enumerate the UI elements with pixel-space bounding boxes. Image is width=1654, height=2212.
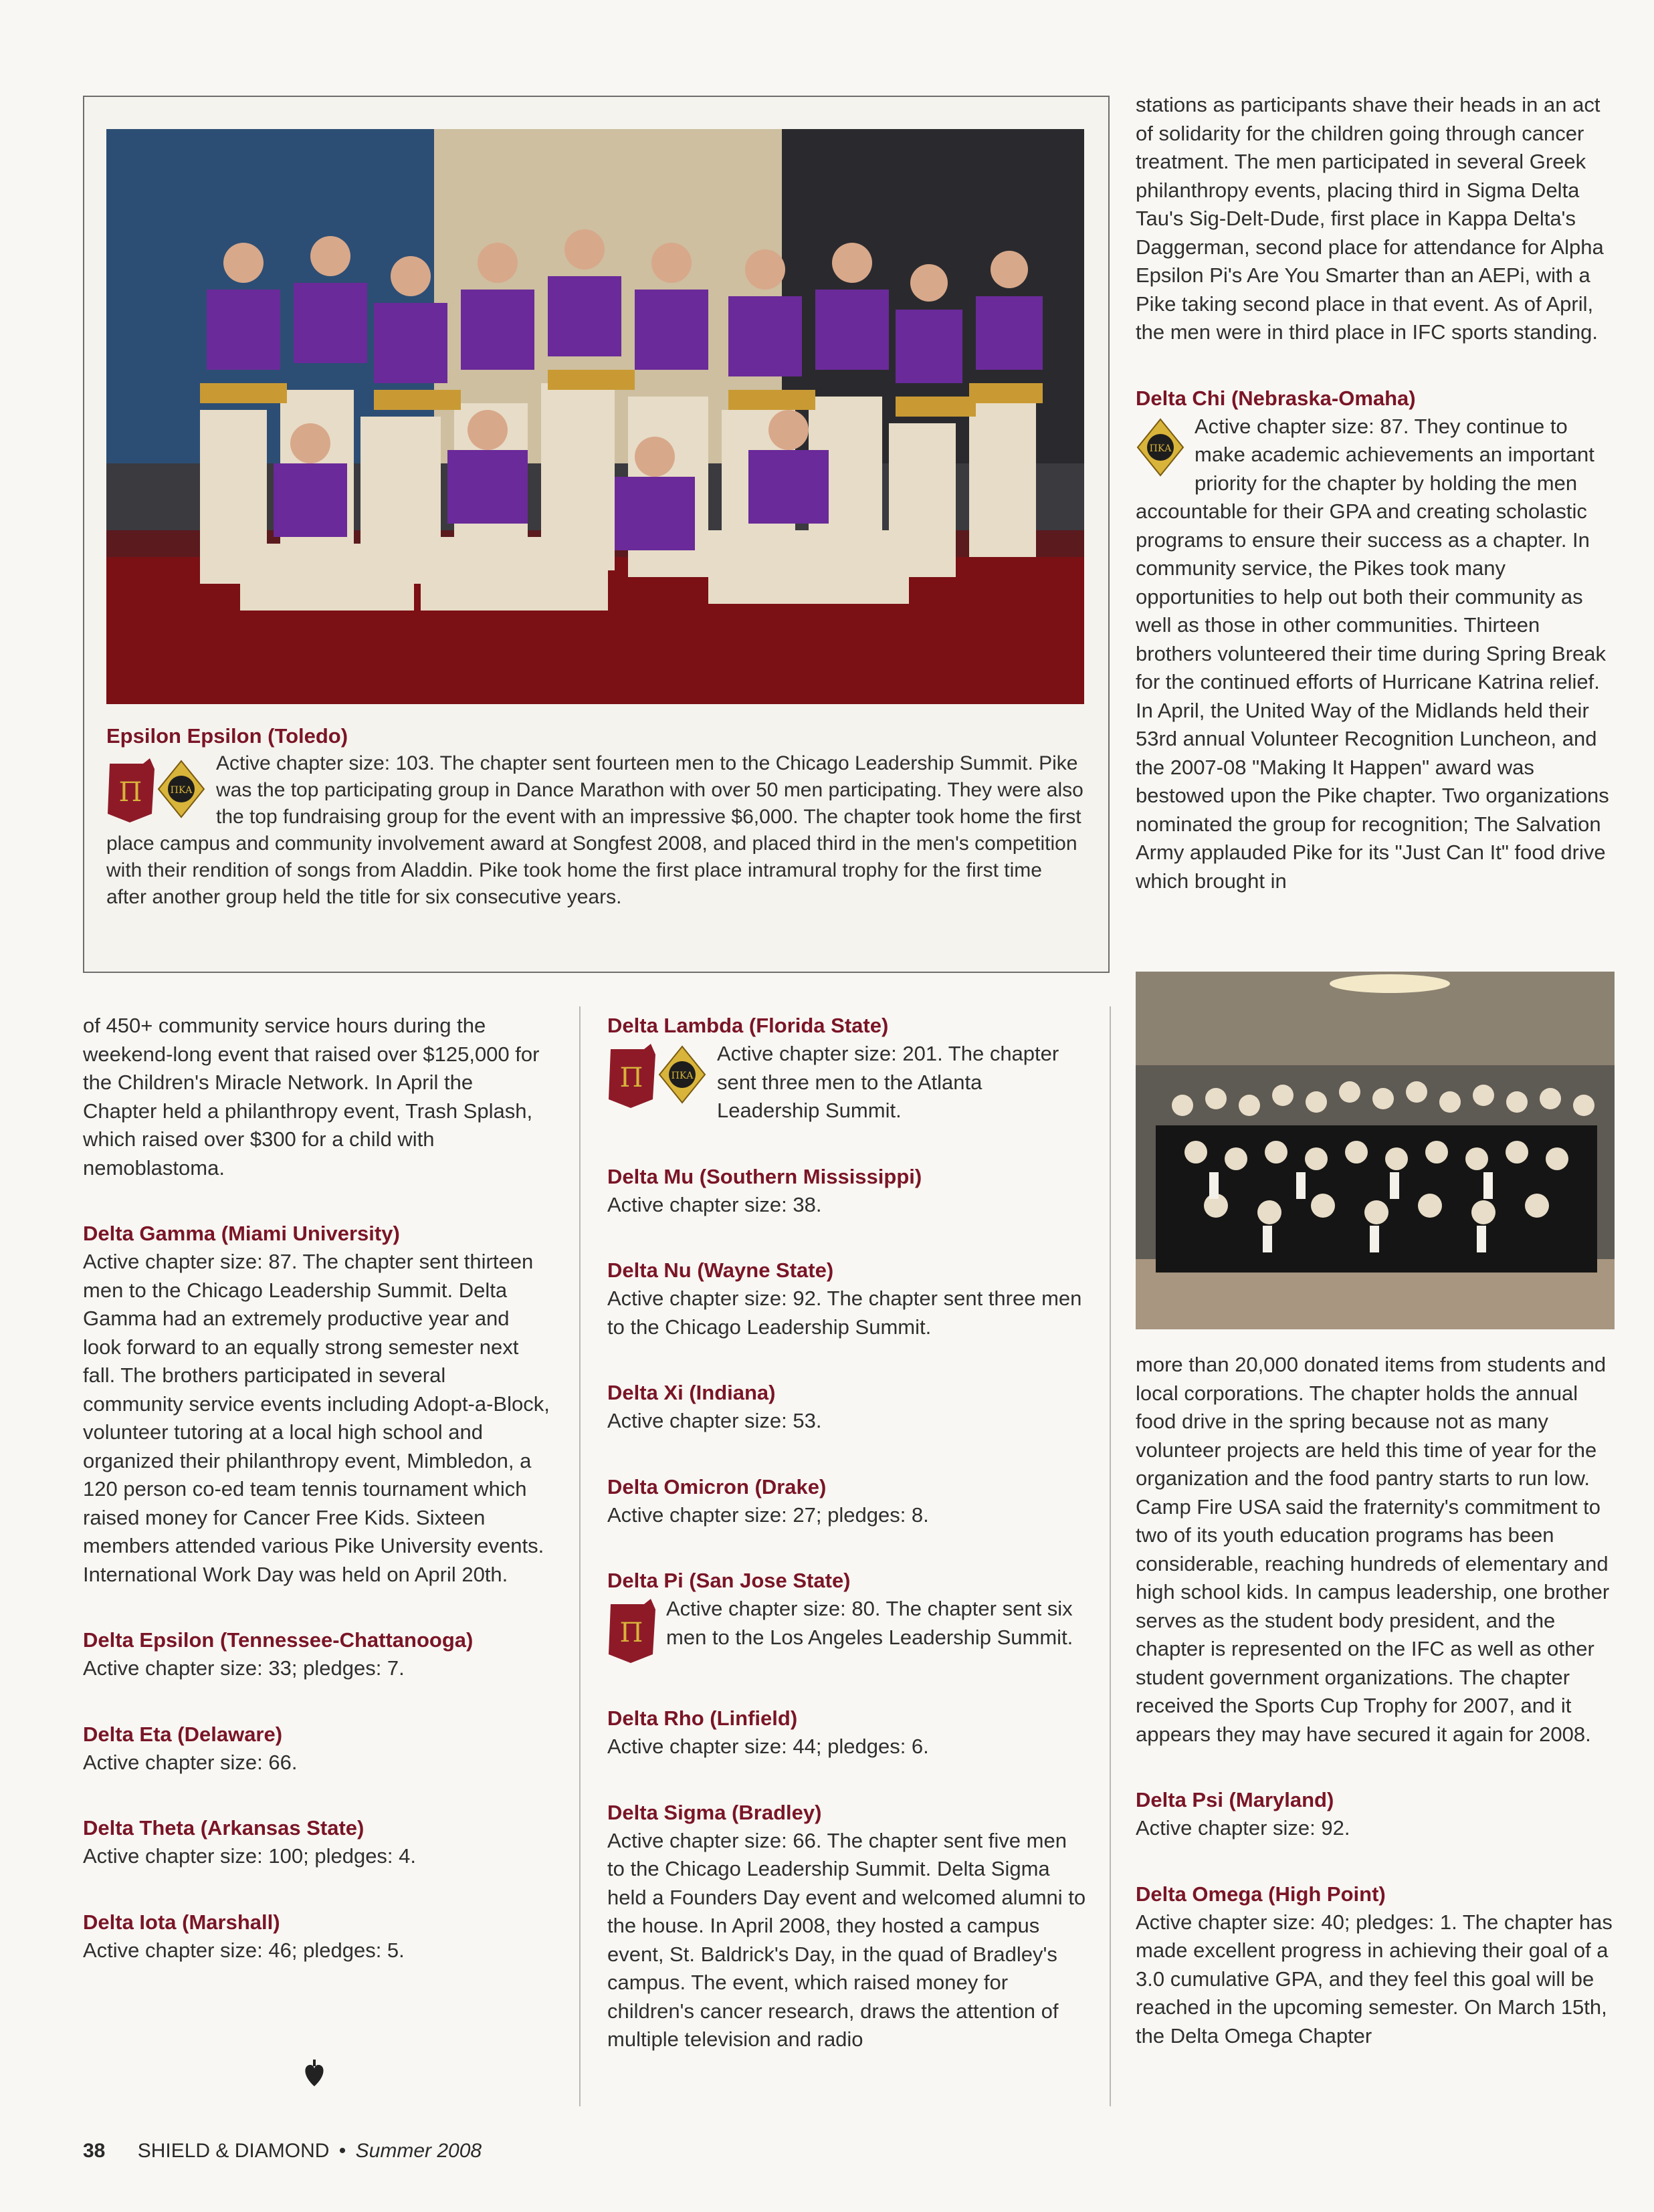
chapter-entry [83,1814,551,1871]
chapter-crest-pair [607,1042,708,1109]
chapter-entry [607,1704,1089,1761]
formal-group-photo [1136,972,1615,1329]
chapter-text: Active chapter size: 100; pledges: 4. [83,1844,417,1868]
chapter-text: more than 20,000 donated items from students and local corporations. The chapter holds the annual food drive in the spring because not as many volunteer projects are held this time of year for the organization and the food pantry starts to run low. Camp Fire USA said the fraternity's commitment to two of its youth education programs has been considerable, reaching hundreds of elementary and high school kids. In campus leadership, one brother serves as the student body president, and the chapter is represented on the IFC as well as other student government organizations. The chapter received the Sports Cup Trophy for 2007, and it appears they may have secured it again for 2008. [1136,1353,1610,1746]
aladdin-group-photo [106,129,1084,704]
chapter-heading: Delta Psi (Maryland) [1136,1788,1334,1811]
chapter-heading: Delta Lambda (Florida State) [607,1014,889,1037]
chapter-heading: Delta Pi (San Jose State) [607,1569,851,1592]
chapter-heading: Delta Eta (Delaware) [83,1722,283,1746]
chapter-heading: Delta Iota (Marshall) [83,1910,280,1934]
chapter-text: Active chapter size: 27; pledges: 8. [607,1503,929,1527]
chapter-entry [1136,1880,1617,2051]
chapter-heading: Delta Sigma (Bradley) [607,1800,822,1824]
chapter-heading: Delta Chi (Nebraska-Omaha) [1136,386,1416,410]
chapter-text: Active chapter size: 92. [1136,1816,1350,1840]
chapter-heading: Delta Gamma (Miami University) [83,1222,400,1245]
column-1 [83,1012,551,1993]
issue-label: Summer 2008 [355,2140,482,2162]
chapter-crest [1136,415,1185,482]
chapter-text: Active chapter size: 87. The chapter sent thirteen men to the Chicago Leadership Summit. Delta Gamma had an extremely productive year and look forward to an equally strong semester next fall. The brothers participated in several community service events including Adopt-a-Block, volunteer tutoring at a local high school and organized their philanthropy event, Mimbledon, a 120 person co-ed team tennis tournament which raised money for Cancer Free Kids. Sixteen members attended various Pike University events. International Work Day was held on April 20th. [83,1250,550,1586]
column-divider [1110,1006,1111,2106]
column-3-bottom [1136,1351,1617,2078]
chapter-entry [1136,1786,1617,1843]
chapter-heading: Delta Mu (Southern Mississippi) [607,1164,922,1188]
footer-separator: • [338,2140,346,2162]
chapter-text: Active chapter size: 87. They continue to make academic achievements an important priority for the chapter by holding the men accountable for their GPA and creating scholastic programs to ensure their success as a chapter. In community service, the Pikes took many opportunities to help out both their community as well as those in other communities. Thirteen brothers volunteered their time during Spring Break for the continued efforts of Hurricane Katrina relief. In April, the United Way of the Midlands held their 53rd annual Volunteer Recognition Luncheon, and the 2007-08 "Making It Happen" award was bestowed upon the Pike chapter. Two organizations nominated the group for recognition; The Salvation Army applauded Pike for its "Just Can It" food drive which brought in [1136,414,1609,893]
chapter-text: Active chapter size: 80. The chapter sent six men to the Los Angeles Leadership Summit. [666,1597,1073,1649]
svg-text:Π: Π [118,777,142,808]
page-number: 38 [83,2140,106,2162]
continuation-text: stations as participants shave their heads in an act of solidarity for the children going through cancer treatment. The men participated in several Greek philanthropy events, placing third in Sigma Delta Tau's Sig-Delt-Dude, first place in Kappa Delta's Daggerman, second place for attendance for Alpha Epsilon Pi's Are You Smarter than an AEPi, with a Pike taking second place in that event. As of April, the men were in third place in IFC sports standing. [1136,93,1604,344]
chapter-entry [607,1567,1089,1667]
chapter-text: Active chapter size: 66. [83,1750,298,1774]
feature-entry [106,722,1084,911]
continuation-text: of 450+ community service hours during the weekend-long event that raised over $125,000 for the Children's Miracle Network. In April the Chapter held a philanthropy event, Trash Splash, which raised over $300 for a child with nemoblastoma. [83,1014,540,1180]
chapter-entry [83,1220,551,1589]
chapter-heading: Delta Epsilon (Tennessee-Chattanooga) [83,1628,474,1652]
chapter-heading: Delta Xi (Indiana) [607,1381,776,1404]
svg-text:ΠΚΑ: ΠΚΑ [170,785,193,796]
column-divider [579,1006,581,2106]
column-3-top [1136,91,1617,895]
chapter-entry [83,1721,551,1777]
end-mark-icon [301,2060,328,2092]
magazine-title: SHIELD & DIAMOND [137,2140,330,2162]
column-2 [607,1012,1089,2082]
chapter-text: Active chapter size: 33; pledges: 7. [83,1656,405,1680]
chapter-heading: Delta Theta (Arkansas State) [83,1816,365,1840]
chapter-heading: Delta Omega (High Point) [1136,1882,1386,1906]
chapter-text: Active chapter size: 40; pledges: 1. The chapter has made excellent progress in achieving their goal of a 3.0 cumulative GPA, and they feel this goal will be reached in the upcoming semester. On March 15th, the Delta Omega Chapter [1136,1910,1613,2048]
page-footer [83,2140,482,2163]
chapter-entry [607,1473,1089,1530]
chapter-entry [607,1012,1089,1125]
svg-text:Π: Π [619,1063,643,1093]
chapter-heading: Epsilon Epsilon (Toledo) [106,724,348,748]
chapter-text: Active chapter size: 46; pledges: 5. [83,1938,405,1962]
chapter-text: Active chapter size: 103. The chapter sent fourteen men to the Chicago Leadership Summit. Pike was the top participating group in Dance Marathon with over 50 men participating. They were also the top fundraising group for the event with an impressive $6,000. The chapter took home the first place campus and community involvement award at Songfest 2008, and placed third in the men's competition with their rendition of songs from Aladdin. Pike took home the first place intramural trophy for the first time after another group held the title for six consecutive years. [106,752,1083,908]
svg-text:Π: Π [619,1618,643,1648]
chapter-entry [607,1256,1089,1341]
chapter-entry [83,1626,551,1683]
chapter-text: Active chapter size: 44; pledges: 6. [607,1735,929,1758]
chapter-text: Active chapter size: 66. The chapter sent five men to the Chicago Leadership Summit. Delta Sigma held a Founders Day event and welcomed alumni to the house. In April 2008, they hosted a campus event, St. Baldrick's Day, in the quad of Bradley's campus. The event, which raised money for children's cancer research, draws the attention of multiple television and radio [607,1828,1086,2051]
chapter-text: Active chapter size: 201. The chapter sent three men to the Atlanta Leadership Summit. [717,1042,1059,1122]
chapter-crest [607,1597,657,1664]
chapter-text: Active chapter size: 38. [607,1192,822,1216]
chapter-entry [607,1379,1089,1436]
chapter-crest-pair [106,757,207,824]
chapter-text: Active chapter size: 53. [607,1409,822,1432]
chapter-heading: Delta Omicron (Drake) [607,1474,827,1499]
svg-text:ΠΚΑ: ΠΚΑ [671,1071,694,1081]
svg-text:ΠΚΑ: ΠΚΑ [1149,443,1172,454]
chapter-entry [607,1799,1089,2054]
chapter-heading: Delta Nu (Wayne State) [607,1258,834,1282]
chapter-text: Active chapter size: 92. The chapter sent three men to the Chicago Leadership Summit. [607,1287,1082,1339]
chapter-heading: Delta Rho (Linfield) [607,1706,798,1730]
chapter-entry [83,1908,551,1965]
chapter-entry [607,1163,1089,1220]
